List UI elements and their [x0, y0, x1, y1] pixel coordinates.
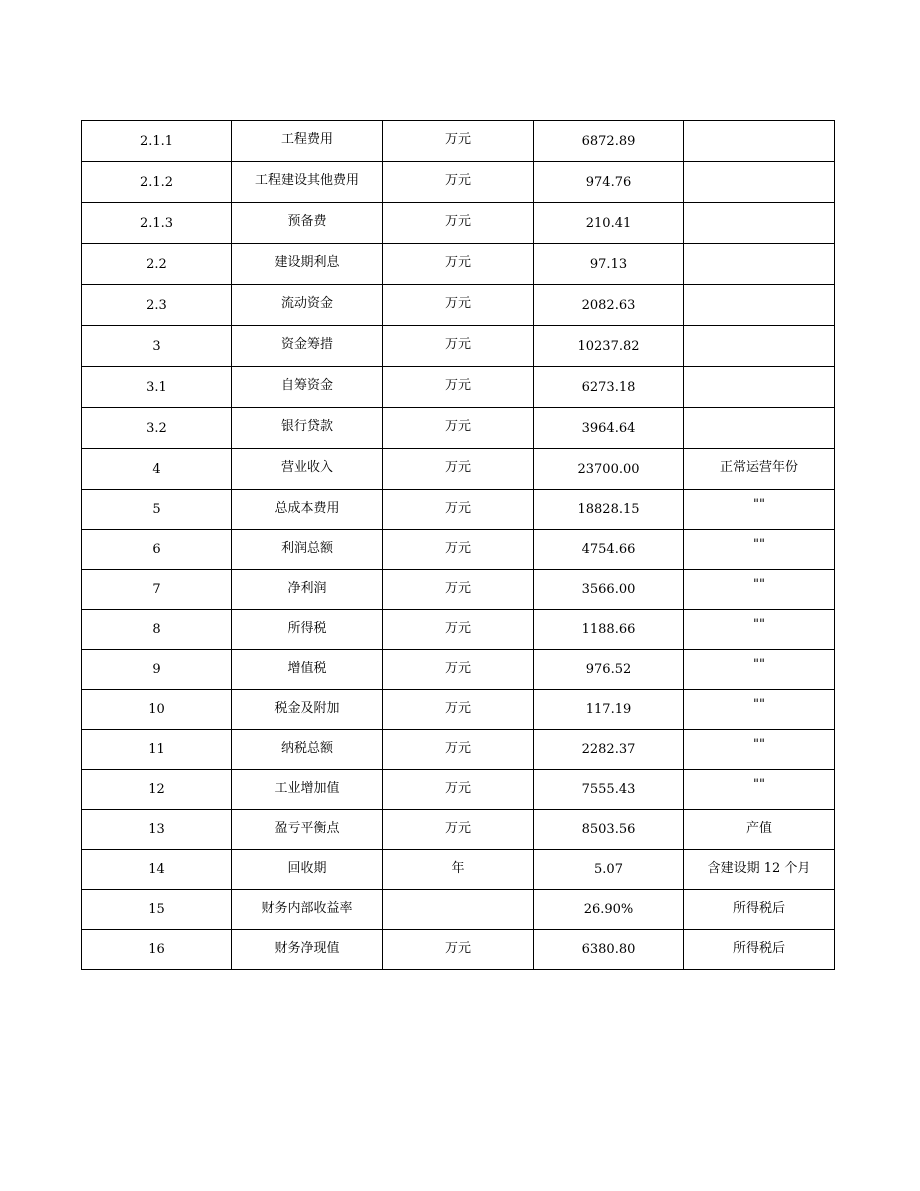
row-number-cell: 15	[82, 890, 232, 930]
item-name-cell: 回收期	[232, 850, 383, 890]
item-name-cell: 税金及附加	[232, 690, 383, 730]
item-name-cell: 盈亏平衡点	[232, 810, 383, 850]
item-name-cell: 建设期利息	[232, 244, 383, 285]
value-cell: 2082.63	[534, 285, 684, 326]
table-row	[82, 244, 835, 285]
item-name-cell: 营业收入	[232, 449, 383, 490]
table-row	[82, 121, 835, 162]
unit-cell: 万元	[383, 930, 534, 970]
item-name-cell: 财务内部收益率	[232, 890, 383, 930]
value-cell: 6872.89	[534, 121, 684, 162]
note-cell: ""	[684, 690, 835, 730]
value-cell: 3964.64	[534, 408, 684, 449]
row-number-cell: 10	[82, 690, 232, 730]
table-body	[82, 121, 835, 970]
row-number-cell: 2.2	[82, 244, 232, 285]
item-name-cell: 预备费	[232, 203, 383, 244]
unit-cell: 年	[383, 850, 534, 890]
unit-cell: 万元	[383, 408, 534, 449]
item-name-cell: 资金筹措	[232, 326, 383, 367]
value-cell: 976.52	[534, 650, 684, 690]
table-row	[82, 930, 835, 970]
note-cell: ""	[684, 490, 835, 530]
item-name-cell: 财务净现值	[232, 930, 383, 970]
item-name-cell: 纳税总额	[232, 730, 383, 770]
table-row	[82, 285, 835, 326]
value-cell: 26.90%	[534, 890, 684, 930]
row-number-cell: 14	[82, 850, 232, 890]
note-cell	[684, 244, 835, 285]
value-cell: 1188.66	[534, 610, 684, 650]
note-cell	[684, 121, 835, 162]
item-name-cell: 净利润	[232, 570, 383, 610]
value-cell: 23700.00	[534, 449, 684, 490]
note-cell: 正常运营年份	[684, 449, 835, 490]
value-cell: 97.13	[534, 244, 684, 285]
note-cell: 含建设期 12 个月	[684, 850, 835, 890]
note-cell	[684, 203, 835, 244]
table-row	[82, 810, 835, 850]
row-number-cell: 8	[82, 610, 232, 650]
unit-cell: 万元	[383, 530, 534, 570]
value-cell: 18828.15	[534, 490, 684, 530]
unit-cell: 万元	[383, 810, 534, 850]
row-number-cell: 3	[82, 326, 232, 367]
note-cell: ""	[684, 610, 835, 650]
item-name-cell: 自筹资金	[232, 367, 383, 408]
row-number-cell: 16	[82, 930, 232, 970]
row-number-cell: 4	[82, 449, 232, 490]
item-name-cell: 流动资金	[232, 285, 383, 326]
unit-cell: 万元	[383, 730, 534, 770]
table-row	[82, 610, 835, 650]
row-number-cell: 2.1.2	[82, 162, 232, 203]
unit-cell: 万元	[383, 449, 534, 490]
unit-cell: 万元	[383, 367, 534, 408]
table-row	[82, 326, 835, 367]
unit-cell: 万元	[383, 326, 534, 367]
row-number-cell: 11	[82, 730, 232, 770]
unit-cell: 万元	[383, 244, 534, 285]
note-cell: 所得税后	[684, 930, 835, 970]
row-number-cell: 3.1	[82, 367, 232, 408]
unit-cell: 万元	[383, 162, 534, 203]
table-row	[82, 367, 835, 408]
row-number-cell: 9	[82, 650, 232, 690]
table-row	[82, 770, 835, 810]
unit-cell: 万元	[383, 570, 534, 610]
value-cell: 6380.80	[534, 930, 684, 970]
financial-indicators-table	[81, 120, 835, 970]
financial-summary-sheet	[81, 120, 834, 970]
value-cell: 8503.56	[534, 810, 684, 850]
table-row	[82, 449, 835, 490]
unit-cell: 万元	[383, 690, 534, 730]
note-cell	[684, 326, 835, 367]
value-cell: 5.07	[534, 850, 684, 890]
table-row	[82, 650, 835, 690]
value-cell: 210.41	[534, 203, 684, 244]
unit-cell: 万元	[383, 490, 534, 530]
row-number-cell: 2.1.3	[82, 203, 232, 244]
unit-cell: 万元	[383, 770, 534, 810]
note-cell: ""	[684, 730, 835, 770]
note-cell	[684, 408, 835, 449]
value-cell: 974.76	[534, 162, 684, 203]
item-name-cell: 增值税	[232, 650, 383, 690]
unit-cell: 万元	[383, 203, 534, 244]
value-cell: 10237.82	[534, 326, 684, 367]
table-row	[82, 730, 835, 770]
item-name-cell: 银行贷款	[232, 408, 383, 449]
table-row	[82, 690, 835, 730]
note-cell	[684, 285, 835, 326]
unit-cell: 万元	[383, 610, 534, 650]
table-row	[82, 203, 835, 244]
note-cell: 产值	[684, 810, 835, 850]
table-row	[82, 408, 835, 449]
table-row	[82, 162, 835, 203]
row-number-cell: 12	[82, 770, 232, 810]
table-row	[82, 890, 835, 930]
note-cell	[684, 162, 835, 203]
unit-cell: 万元	[383, 285, 534, 326]
note-cell	[684, 367, 835, 408]
unit-cell: 万元	[383, 650, 534, 690]
note-cell: ""	[684, 570, 835, 610]
row-number-cell: 2.3	[82, 285, 232, 326]
item-name-cell: 利润总额	[232, 530, 383, 570]
value-cell: 3566.00	[534, 570, 684, 610]
table-row	[82, 570, 835, 610]
row-number-cell: 13	[82, 810, 232, 850]
table-row	[82, 530, 835, 570]
item-name-cell: 工业增加值	[232, 770, 383, 810]
note-cell: ""	[684, 530, 835, 570]
row-number-cell: 5	[82, 490, 232, 530]
row-number-cell: 6	[82, 530, 232, 570]
table-row	[82, 490, 835, 530]
note-cell: ""	[684, 650, 835, 690]
note-cell: ""	[684, 770, 835, 810]
item-name-cell: 总成本费用	[232, 490, 383, 530]
value-cell: 4754.66	[534, 530, 684, 570]
unit-cell	[383, 890, 534, 930]
item-name-cell: 工程费用	[232, 121, 383, 162]
row-number-cell: 3.2	[82, 408, 232, 449]
item-name-cell: 工程建设其他费用	[232, 162, 383, 203]
item-name-cell: 所得税	[232, 610, 383, 650]
unit-cell: 万元	[383, 121, 534, 162]
table-row	[82, 850, 835, 890]
row-number-cell: 7	[82, 570, 232, 610]
note-cell: 所得税后	[684, 890, 835, 930]
value-cell: 117.19	[534, 690, 684, 730]
value-cell: 2282.37	[534, 730, 684, 770]
value-cell: 7555.43	[534, 770, 684, 810]
value-cell: 6273.18	[534, 367, 684, 408]
row-number-cell: 2.1.1	[82, 121, 232, 162]
